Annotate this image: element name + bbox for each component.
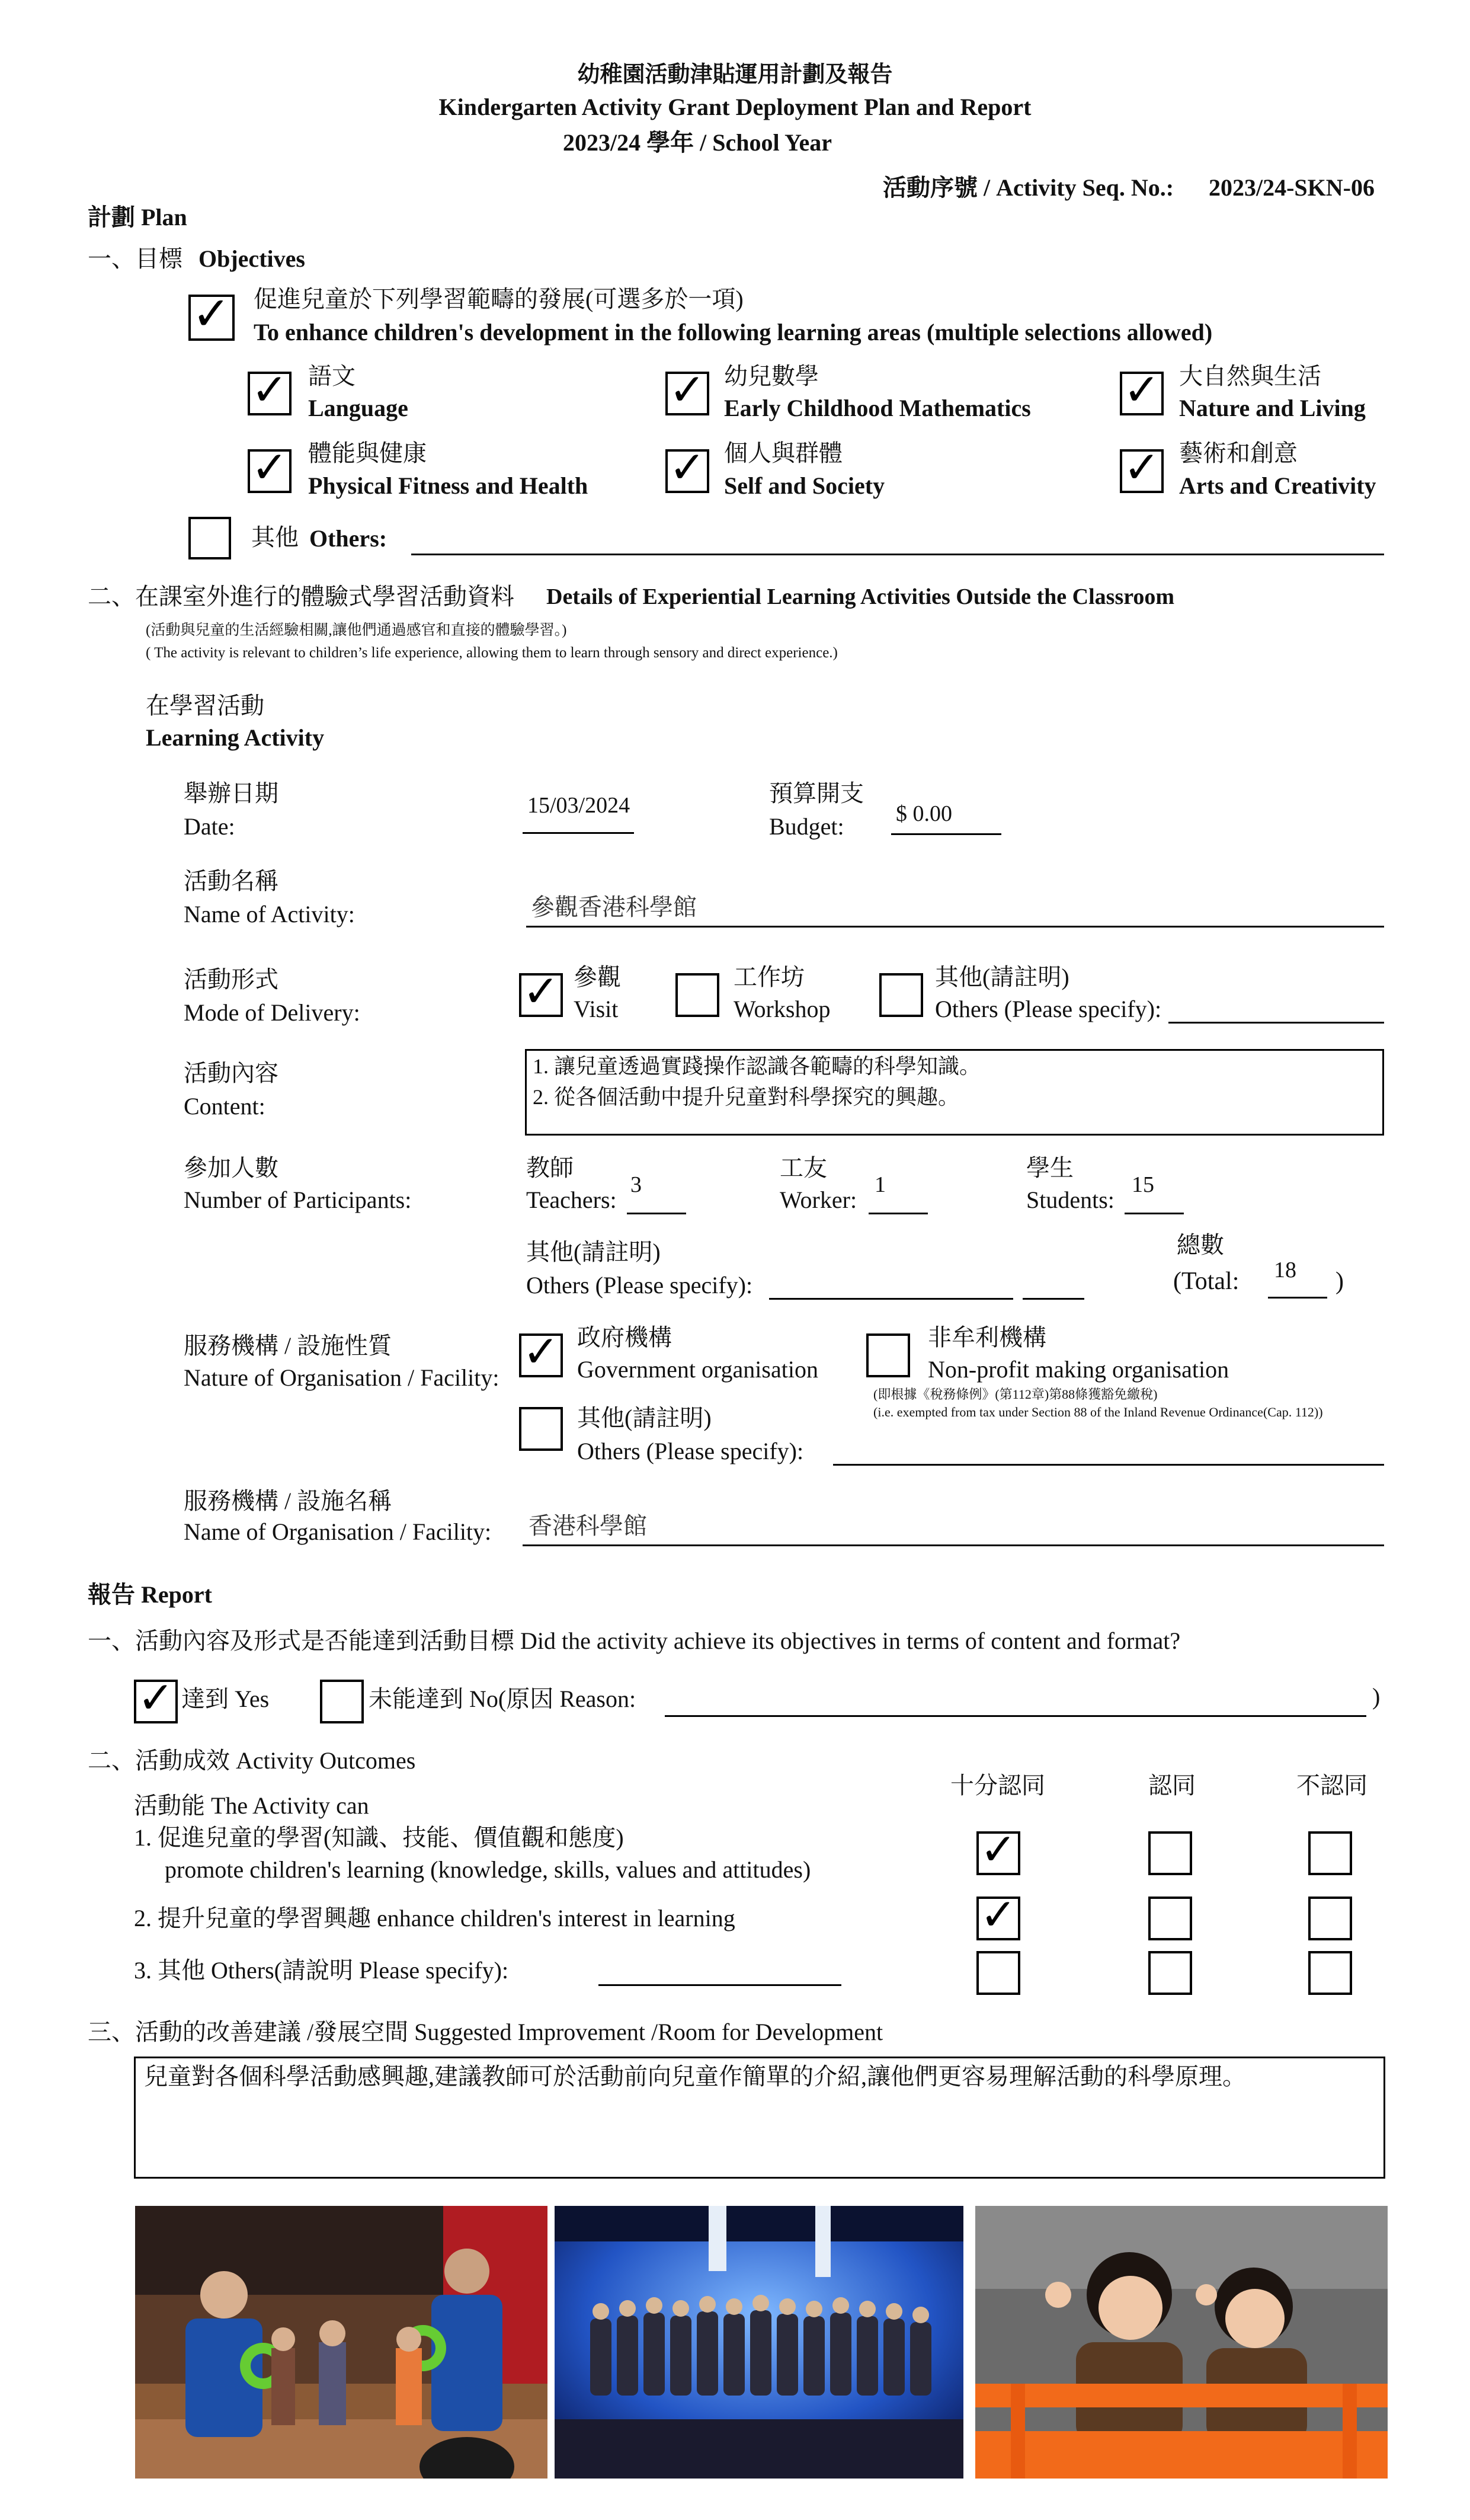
report-heading: 報告 Report (88, 1581, 212, 1608)
outcome-3-disagree-checkbox[interactable] (1308, 1951, 1352, 1995)
area-language-checkbox[interactable] (248, 364, 292, 415)
mode-others-input-line[interactable] (1168, 1022, 1384, 1024)
mode-visit-checkbox[interactable] (519, 966, 563, 1017)
activity-name-label-zh: 活動名稱 (184, 868, 278, 894)
outcome-2-strongly-agree-checkbox[interactable] (976, 1889, 1020, 1940)
org-others-en: Others (Please specify): (577, 1438, 804, 1464)
outcome-1-line2: promote children's learning (knowledge, skills, values and attitudes) (165, 1856, 811, 1883)
teachers-label-en: Teachers: (526, 1187, 617, 1213)
school-year: 2023/24 學年 / School Year (563, 129, 832, 156)
check-mark-icon: ✓ (192, 287, 231, 341)
check-mark-icon: ✓ (1123, 364, 1161, 415)
content-box[interactable] (525, 1049, 1384, 1136)
col-agree: 認同 (1148, 1772, 1196, 1799)
others-participants-en: Others (Please specify): (526, 1272, 753, 1299)
main-objective-en: To enhance children's development in the following learning areas (multiple selections allowed) (254, 319, 1213, 346)
participants-label-zh: 參加人數 (184, 1155, 278, 1181)
plan-heading: 計劃 Plan (88, 204, 187, 231)
mode-visit-en: Visit (574, 996, 619, 1022)
area-nature-zh: 大自然與生活 (1179, 363, 1321, 389)
others-participants-zh: 其他(請註明) (526, 1239, 661, 1265)
activity-seq-value: 2023/24-SKN-06 (1209, 174, 1375, 201)
stage-photo-image (135, 2206, 547, 2479)
area-arts-checkbox[interactable] (1120, 442, 1164, 493)
check-mark-icon: ✓ (251, 364, 289, 415)
content-label-en: Content: (184, 1093, 265, 1120)
learning-activity-zh: 在學習活動 (146, 692, 264, 719)
date-value[interactable]: 15/03/2024 (527, 793, 630, 818)
report-q1: 一、活動內容及形式是否能達到活動目標 Did the activity achieve its objectives in terms of content and format? (88, 1627, 1181, 1654)
photo-children (975, 2206, 1388, 2479)
learning-activity-en: Learning Activity (146, 724, 325, 751)
budget-label-zh: 預算開支 (769, 780, 864, 807)
improve-text: 兒童對各個科學活動感興趣,建議教師可於活動前向兒童作簡單的介紹,讓他們更容易理解活動的科學原理。 (144, 2063, 1246, 2090)
participants-label-en: Number of Participants: (184, 1187, 412, 1213)
check-mark-icon: ✓ (980, 1824, 1017, 1875)
outcome-2-agree-checkbox[interactable] (1148, 1897, 1192, 1940)
date-underline (523, 832, 634, 834)
students-underline (1125, 1213, 1184, 1214)
area-language-zh: 語文 (308, 363, 356, 389)
activity-seq-label: 活動序號 / Activity Seq. No.: (883, 174, 1174, 201)
col-disagree: 不認同 (1296, 1772, 1367, 1799)
teachers-value[interactable]: 3 (630, 1172, 642, 1197)
org-others-zh: 其他(請註明) (577, 1405, 712, 1431)
outcome-2-line1: 2. 提升兒童的學習興趣 enhance children's interest in learning (134, 1905, 735, 1931)
total-underline (1268, 1297, 1327, 1299)
details-note-zh: (活動與兒童的生活經驗相關,讓他們通過感官和直接的體驗學習。) (146, 622, 567, 638)
org-others-input-line[interactable] (833, 1464, 1384, 1466)
others-objective-en: Others: (309, 525, 387, 552)
others-objective-input-line[interactable] (411, 554, 1384, 555)
others-participants-input-line[interactable] (769, 1298, 1013, 1300)
budget-value[interactable]: $ 0.00 (896, 801, 952, 826)
area-physical-en: Physical Fitness and Health (308, 472, 588, 499)
teachers-label-zh: 教師 (526, 1155, 574, 1181)
area-nature-en: Nature and Living (1179, 395, 1366, 421)
mode-workshop-checkbox[interactable] (675, 973, 719, 1017)
students-label-en: Students: (1026, 1187, 1114, 1213)
outcomes-subheading: 活動能 The Activity can (134, 1792, 369, 1819)
details-heading-en: Details of Experiential Learning Activities Outside the Classroom (546, 584, 1175, 609)
content-label-zh: 活動內容 (184, 1060, 278, 1086)
org-nature-label-en: Nature of Organisation / Facility: (184, 1364, 499, 1391)
students-value[interactable]: 15 (1132, 1172, 1154, 1197)
total-close-paren: ) (1336, 1268, 1344, 1295)
others-participants-count-line[interactable] (1023, 1298, 1084, 1300)
check-mark-icon: ✓ (980, 1889, 1017, 1940)
outcomes-heading: 二、活動成效 Activity Outcomes (88, 1747, 416, 1774)
mode-others-zh: 其他(請註明) (935, 964, 1069, 990)
org-others-checkbox[interactable] (519, 1407, 563, 1451)
reason-close-paren: ) (1372, 1683, 1381, 1710)
outcome-1-line1: 1. 促進兒童的學習(知識、技能、價值觀和態度) (134, 1824, 624, 1851)
outcome-3-input-line[interactable] (598, 1984, 841, 1986)
budget-underline (891, 833, 1001, 835)
achieved-no-label: 未能達到 No(原因 Reason: (369, 1686, 636, 1712)
mode-label-zh: 活動形式 (184, 966, 278, 993)
area-arts-en: Arts and Creativity (1179, 472, 1376, 499)
worker-label-zh: 工友 (780, 1155, 827, 1181)
outcome-3-line1: 3. 其他 Others(請說明 Please specify): (134, 1957, 509, 1984)
photo-stage (135, 2206, 547, 2479)
students-label-zh: 學生 (1026, 1155, 1074, 1181)
org-name-label-en: Name of Organisation / Facility: (184, 1518, 492, 1545)
area-society-en: Self and Society (724, 472, 885, 499)
org-nature-label-zh: 服務機構 / 設施性質 (184, 1332, 392, 1359)
area-physical-zh: 體能與健康 (308, 440, 427, 466)
reason-input-line[interactable] (665, 1715, 1366, 1717)
date-label-zh: 舉辦日期 (184, 780, 278, 807)
worker-label-en: Worker: (780, 1187, 857, 1213)
worker-value[interactable]: 1 (875, 1172, 886, 1197)
teachers-underline (627, 1213, 686, 1214)
col-strongly-agree: 十分認同 (950, 1772, 1045, 1799)
area-math-checkbox[interactable] (665, 364, 709, 415)
total-label-zh: 總數 (1177, 1232, 1224, 1258)
outcome-1-disagree-checkbox[interactable] (1308, 1831, 1352, 1875)
org-gov-en: Government organisation (577, 1356, 818, 1383)
form-title-en: Kindergarten Activity Grant Deployment Plan and Report (438, 94, 1032, 120)
improve-heading: 三、活動的改善建議 /發展空間 Suggested Improvement /Room for Development (88, 2019, 883, 2045)
area-language-en: Language (308, 395, 408, 421)
mode-workshop-en: Workshop (734, 996, 831, 1022)
improve-box[interactable] (134, 2057, 1385, 2179)
budget-label-en: Budget: (769, 813, 844, 840)
org-npo-note-zh: (即根據《稅務條例》(第112章)第88條獲豁免繳稅) (873, 1387, 1158, 1402)
check-mark-icon: ✓ (137, 1672, 175, 1723)
check-mark-icon: ✓ (1123, 442, 1161, 493)
children-photo-image (975, 2206, 1388, 2479)
org-gov-zh: 政府機構 (577, 1324, 672, 1351)
total-label-en: (Total: (1173, 1268, 1240, 1295)
area-arts-zh: 藝術和創意 (1179, 440, 1298, 466)
org-npo-en: Non-profit making organisation (928, 1356, 1229, 1383)
main-objective-zh: 促進兒童於下列學習範疇的發展(可選多於一項) (254, 286, 744, 312)
mode-visit-zh: 參觀 (574, 964, 621, 990)
mode-label-en: Mode of Delivery: (184, 999, 360, 1026)
area-math-en: Early Childhood Mathematics (724, 395, 1031, 421)
details-note-en: ( The activity is relevant to children’s life experience, allowing them to learn through sensory and direct experience.) (146, 645, 838, 661)
org-gov-checkbox[interactable] (519, 1326, 563, 1377)
total-value[interactable]: 18 (1274, 1258, 1296, 1283)
achieved-no-checkbox[interactable] (320, 1680, 364, 1723)
others-objective-checkbox[interactable] (188, 517, 231, 559)
activity-name-label-en: Name of Activity: (184, 901, 355, 928)
outcome-1-agree-checkbox[interactable] (1148, 1831, 1192, 1875)
check-mark-icon: ✓ (523, 1326, 560, 1377)
check-mark-icon: ✓ (251, 442, 289, 493)
mode-others-en: Others (Please specify): (935, 996, 1162, 1022)
check-mark-icon: ✓ (669, 364, 706, 415)
content-line-2: 2. 從各個活動中提升兒童對科學探究的興趣。 (533, 1085, 960, 1109)
mode-others-checkbox[interactable] (879, 973, 923, 1017)
objectives-heading-zh: 一、目標 (88, 245, 182, 272)
form-title-zh: 幼稚園活動津貼運用計劃及報告 (577, 61, 893, 87)
achieved-yes-checkbox[interactable] (134, 1672, 178, 1723)
org-npo-zh: 非牟利機構 (928, 1324, 1046, 1351)
main-objective-checkbox[interactable] (188, 287, 235, 341)
objectives-heading-en: Objectives (198, 245, 305, 272)
outcome-1-strongly-agree-checkbox[interactable] (976, 1824, 1020, 1875)
area-society-zh: 個人與群體 (724, 440, 843, 466)
area-nature-checkbox[interactable] (1120, 364, 1164, 415)
mode-workshop-zh: 工作坊 (734, 964, 805, 990)
achieved-yes-label: 達到 Yes (181, 1686, 270, 1712)
org-name-underline (523, 1544, 1384, 1546)
check-mark-icon: ✓ (669, 442, 706, 493)
org-npo-checkbox[interactable] (866, 1333, 910, 1377)
area-physical-checkbox[interactable] (248, 442, 292, 493)
group-photo-image (555, 2206, 963, 2479)
details-heading-zh: 二、在課室外進行的體驗式學習活動資料 (88, 583, 514, 610)
org-name-value[interactable]: 香港科學館 (529, 1512, 647, 1539)
others-objective-zh: 其他 (251, 524, 299, 551)
worker-underline (869, 1213, 928, 1214)
outcome-2-disagree-checkbox[interactable] (1308, 1897, 1352, 1940)
activity-name-value[interactable]: 參觀香港科學館 (531, 894, 697, 920)
outcome-3-agree-checkbox[interactable] (1148, 1951, 1192, 1995)
check-mark-icon: ✓ (523, 966, 560, 1017)
content-line-1: 1. 讓兒童透過實踐操作認識各範疇的科學知識。 (533, 1054, 981, 1078)
org-npo-note-en: (i.e. exempted from tax under Section 88 of the Inland Revenue Ordinance(Cap. 112)) (873, 1405, 1323, 1419)
date-label-en: Date: (184, 813, 235, 840)
area-society-checkbox[interactable] (665, 442, 709, 493)
outcome-3-strongly-agree-checkbox[interactable] (976, 1951, 1020, 1995)
area-math-zh: 幼兒數學 (724, 363, 819, 389)
photo-group (555, 2206, 963, 2479)
org-name-label-zh: 服務機構 / 設施名稱 (184, 1488, 392, 1514)
activity-name-underline (526, 926, 1384, 928)
